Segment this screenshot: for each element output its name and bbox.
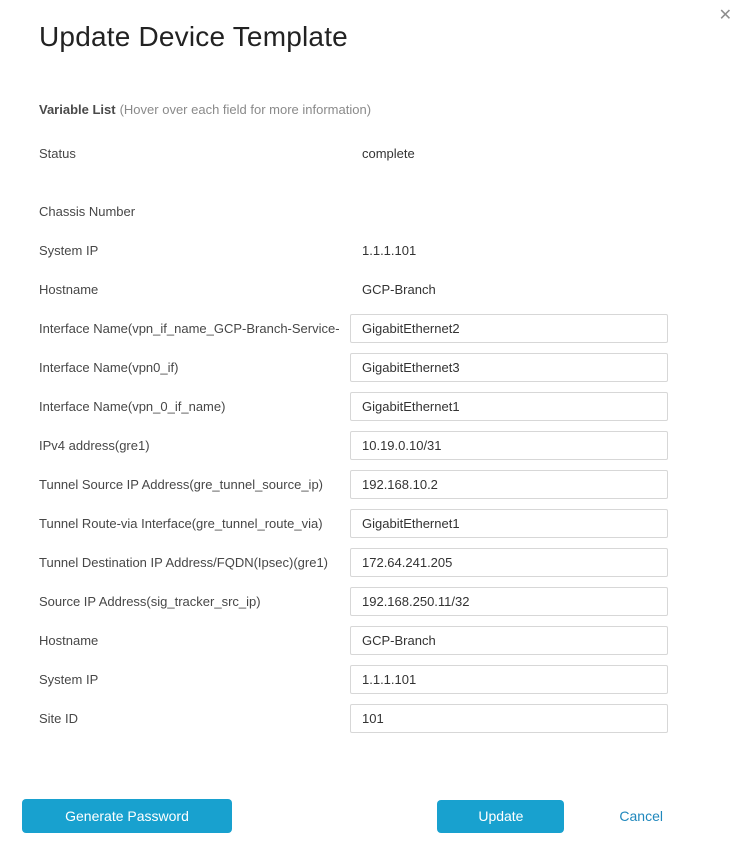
- variable-field-row: [0, 392, 752, 421]
- variable-field-row: [0, 314, 752, 343]
- variable-input[interactable]: [350, 353, 668, 382]
- footer-right-group: [437, 800, 663, 833]
- field-label: Site ID: [39, 711, 79, 726]
- variable-field-row: [0, 587, 752, 616]
- field-label: Hostname: [39, 282, 99, 297]
- variable-field-row: [0, 509, 752, 538]
- section-title: Variable List: [39, 102, 116, 117]
- field-label: System IP: [39, 243, 99, 258]
- field-label: Tunnel Source IP Address(gre_tunnel_source_ip): [39, 477, 324, 492]
- field-label: Interface Name(vpn0_if): [39, 360, 179, 375]
- variable-input[interactable]: [350, 587, 668, 616]
- variable-field-row: [0, 665, 752, 694]
- variable-field-row: [0, 548, 752, 577]
- variable-field-row: [0, 431, 752, 460]
- readonly-field-row: [0, 275, 752, 304]
- variable-input[interactable]: [350, 548, 668, 577]
- variable-field-row: [0, 470, 752, 499]
- field-label: Status: [39, 146, 76, 161]
- field-label: Hostname: [39, 633, 99, 648]
- variable-list: [0, 139, 752, 733]
- readonly-field-row: [0, 197, 752, 226]
- variable-field-row: [0, 353, 752, 382]
- field-label: Chassis Number: [39, 204, 136, 219]
- variable-field-row: [0, 626, 752, 655]
- section-hint: (Hover over each field for more information): [119, 102, 372, 117]
- field-label: Tunnel Destination IP Address/FQDN(Ipsec)(gre1): [39, 555, 329, 570]
- variable-input[interactable]: [350, 509, 668, 538]
- variable-field-row: [0, 704, 752, 733]
- field-label: Interface Name(vpn_if_name_GCP-Branch-Service-: [39, 321, 340, 336]
- variable-input[interactable]: [350, 665, 668, 694]
- variable-input[interactable]: [350, 626, 668, 655]
- close-icon[interactable]: ✕: [718, 7, 732, 24]
- cancel-link[interactable]: Cancel: [619, 808, 663, 824]
- field-value: 1.1.1.101: [362, 243, 417, 258]
- field-label: Source IP Address(sig_tracker_src_ip): [39, 594, 261, 609]
- variable-input[interactable]: [350, 392, 668, 421]
- variable-input[interactable]: [350, 314, 668, 343]
- readonly-field-row: [0, 236, 752, 265]
- variable-input[interactable]: [350, 704, 668, 733]
- field-label: System IP: [39, 672, 99, 687]
- update-button[interactable]: Update: [437, 800, 564, 833]
- variable-input[interactable]: [350, 431, 668, 460]
- readonly-field-row: [0, 139, 752, 168]
- variable-list-header: [39, 102, 752, 118]
- generate-password-button[interactable]: Generate Password: [22, 799, 232, 833]
- field-label: Interface Name(vpn_0_if_name): [39, 399, 226, 414]
- field-value: complete: [362, 146, 415, 161]
- variable-input[interactable]: [350, 470, 668, 499]
- dialog-footer: [0, 799, 752, 833]
- field-label: Tunnel Route-via Interface(gre_tunnel_route_via): [39, 516, 323, 531]
- row-spacer: [0, 178, 752, 197]
- field-label: IPv4 address(gre1): [39, 438, 150, 453]
- dialog-title: Update Device Template: [39, 21, 348, 52]
- field-value: GCP-Branch: [362, 282, 436, 297]
